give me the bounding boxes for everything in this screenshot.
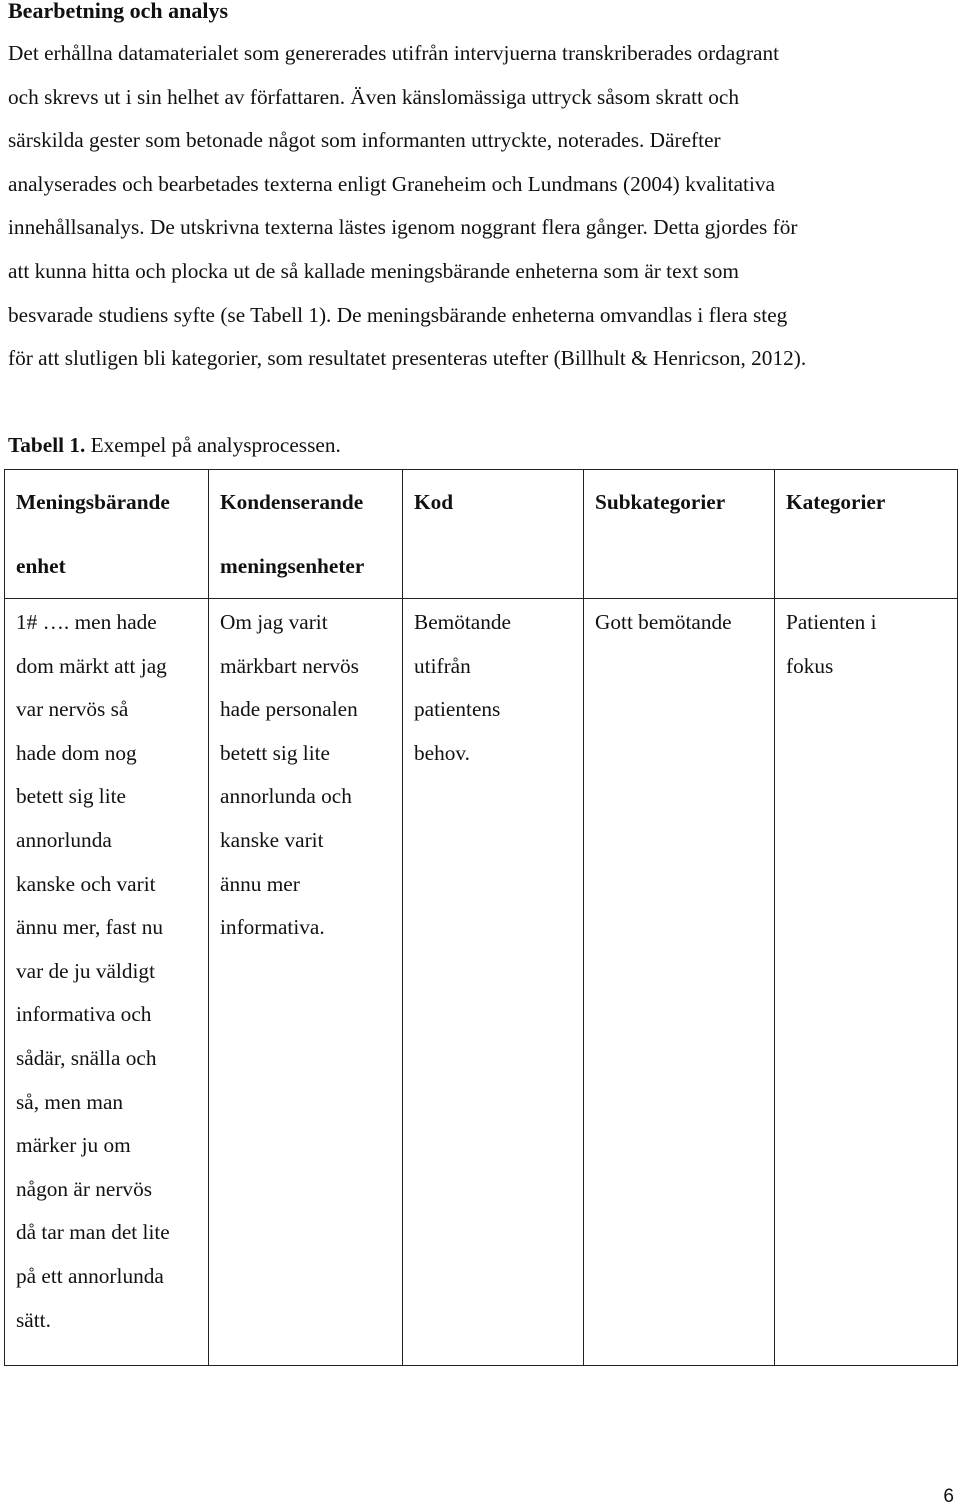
header-category: Kategorier xyxy=(775,470,958,599)
paragraph-line: analyserades och bearbetades texterna enligt Graneheim och Lundmans (2004) kvalitativa xyxy=(8,171,775,196)
header-code: Kod xyxy=(403,470,584,599)
paragraph-line: och skrevs ut i sin helhet av författaren. Även känslomässiga uttryck såsom skratt och xyxy=(8,84,740,109)
header-condensed-unit: Kondenserande meningsenheter xyxy=(209,470,403,599)
cell-condensed-unit: Om jag varit märkbart nervös hade personalen betett sig lite annorlunda och kanske varit ännu mer informativa. xyxy=(209,599,403,1366)
paragraph-line: besvarade studiens syfte (se Tabell 1). De meningsbärande enheterna omvandlas i flera steg xyxy=(8,302,788,327)
paragraph-line: för att slutligen bli kategorier, som resultatet presenteras utefter (Billhult & Henricson, 2012). xyxy=(8,346,807,371)
header-meaning-unit: Meningsbärande enhet xyxy=(5,470,209,599)
cell-code: Bemötande utifrån patientens behov. xyxy=(403,599,584,1366)
header-subcategory: Subkategorier xyxy=(584,470,775,599)
table-header-row xyxy=(5,470,958,599)
analysis-table xyxy=(4,469,958,1366)
table-caption-label: Tabell 1. xyxy=(8,433,86,457)
paragraph-line: att kunna hitta och plocka ut de så kallade meningsbärande enheterna som är text som xyxy=(8,258,739,283)
paragraph-line: innehållsanalys. De utskrivna texterna lästes igenom noggrant flera gånger. Detta gjordes för xyxy=(8,215,798,240)
body-paragraph xyxy=(8,32,952,381)
paragraph-line: Det erhållna datamaterialet som genererades utifrån intervjuerna transkriberades ordagrant xyxy=(8,41,780,65)
table-caption xyxy=(8,424,341,467)
table-caption-text: Exempel på analysprocessen. xyxy=(85,433,341,457)
section-heading: Bearbetning och analys xyxy=(8,0,229,23)
page-number: 6 xyxy=(943,1486,954,1507)
cell-meaning-unit: 1# …. men hade dom märkt att jag var nervös så hade dom nog betett sig lite annorlunda kanske och varit ännu mer, fast nu var de ju väldigt informativa och sådär, snälla och så, men man märker ju om någon är nervös då tar man det lite på ett annorlunda sätt. xyxy=(5,599,209,1366)
table-row xyxy=(5,599,958,1366)
cell-subcategory: Gott bemötande xyxy=(584,599,775,1366)
paragraph-line: särskilda gester som betonade något som informanten uttryckte, noterades. Därefter xyxy=(8,128,721,153)
cell-category: Patienten i fokus xyxy=(775,599,958,1366)
